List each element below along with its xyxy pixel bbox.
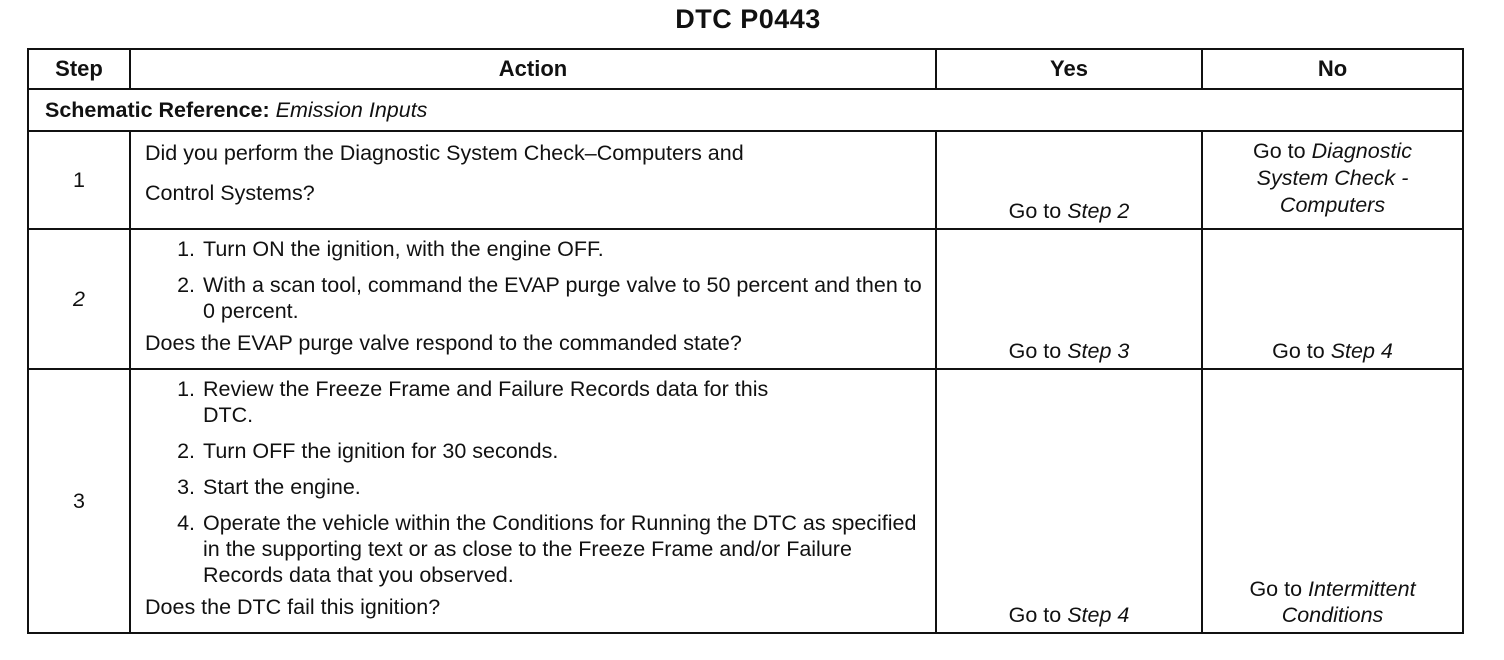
substep-item: 2. Turn OFF the ignition for 30 seconds. — [201, 438, 923, 464]
substep-item: 3. Start the engine. — [201, 474, 923, 500]
substep-item: 1. Turn ON the ignition, with the engine OFF. — [201, 236, 923, 262]
no-prefix: Go to — [1249, 577, 1308, 601]
yes-prefix: Go to — [1008, 199, 1068, 223]
substep-item: 2. With a scan tool, command the EVAP purge valve to 50 percent and then to 0 percent. — [201, 272, 923, 324]
substep-list — [145, 236, 923, 324]
step-number — [28, 229, 130, 369]
action-cell — [130, 229, 936, 369]
substep-list — [145, 376, 923, 588]
action-cell — [130, 131, 936, 229]
no-link[interactable]: Intermittent — [1308, 577, 1416, 601]
action-cell — [130, 369, 936, 633]
yes-link[interactable]: Step 4 — [1067, 603, 1130, 627]
no-link[interactable]: Conditions — [1281, 603, 1384, 627]
step-number: 3 — [28, 369, 130, 633]
page-title: DTC P0443 — [675, 4, 821, 34]
header-yes: Yes — [936, 49, 1202, 89]
yes-prefix: Go to — [1008, 339, 1068, 363]
header-action: Action — [130, 49, 936, 89]
substep-item: 4. Operate the vehicle within the Conditions for Running the DTC as specified in the supporting text or as close to the Freeze Frame and/or Failure Records data that you observed. — [201, 510, 923, 588]
yes-cell — [936, 369, 1202, 633]
substep-item: 1. Review the Freeze Frame and Failure Records data for this DTC. — [201, 376, 923, 428]
no-prefix: Go to — [1272, 339, 1331, 363]
no-link[interactable]: Diagnostic — [1311, 138, 1412, 163]
no-link[interactable]: Step 4 — [1330, 339, 1393, 363]
header-no: No — [1202, 49, 1463, 89]
no-cell — [1202, 369, 1463, 633]
step-number-value: 2 — [73, 287, 85, 311]
header-step: Step — [28, 49, 130, 89]
no-cell — [1202, 131, 1463, 229]
diagnostic-table — [27, 48, 1464, 634]
table-row — [28, 229, 1463, 369]
yes-link[interactable]: Step 2 — [1067, 199, 1130, 223]
no-link[interactable]: Computers — [1279, 192, 1386, 217]
table-header-row — [28, 49, 1463, 89]
table-row — [28, 131, 1463, 229]
schematic-label: Schematic Reference: — [45, 98, 270, 122]
action-text: Did you perform the Diagnostic System Check–Computers and — [145, 141, 744, 165]
yes-link[interactable]: Step 3 — [1067, 339, 1130, 363]
schematic-reference — [28, 89, 1463, 131]
no-prefix: Go to — [1253, 138, 1312, 163]
no-link[interactable]: System Check - — [1256, 165, 1409, 190]
schematic-row — [28, 89, 1463, 131]
step-number: 1 — [28, 131, 130, 229]
yes-cell — [936, 229, 1202, 369]
yes-prefix: Go to — [1008, 603, 1068, 627]
table-row — [28, 369, 1463, 633]
question-text: Does the EVAP purge valve respond to the commanded state? — [145, 331, 742, 355]
schematic-value: Emission Inputs — [275, 98, 428, 122]
question-text: Does the DTC fail this ignition? — [145, 595, 441, 619]
yes-cell — [936, 131, 1202, 229]
action-text: Control Systems? — [145, 181, 315, 205]
no-cell — [1202, 229, 1463, 369]
